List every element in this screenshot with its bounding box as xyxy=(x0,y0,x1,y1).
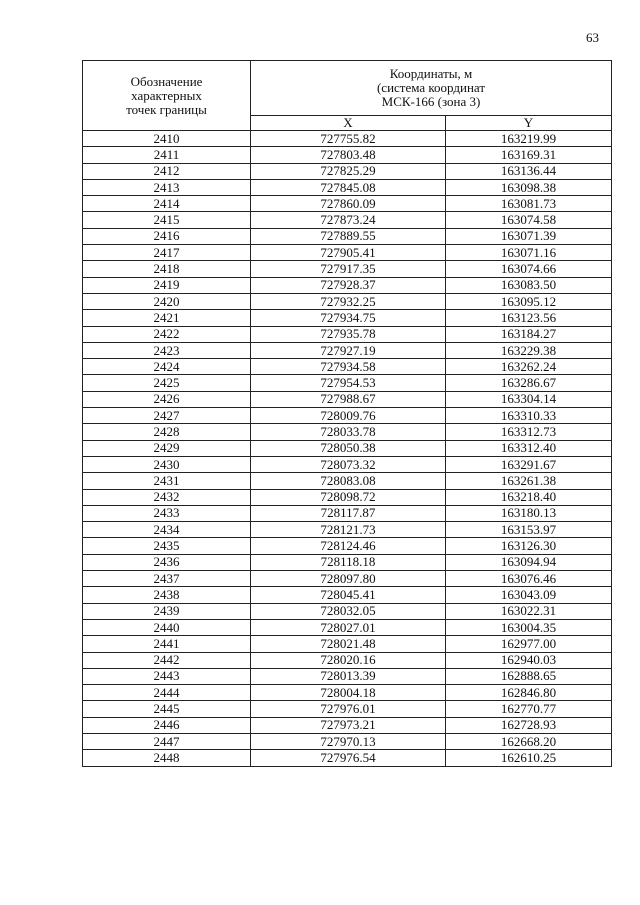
point-id-cell: 2416 xyxy=(83,228,251,244)
table-row xyxy=(83,293,612,309)
x-coordinate-cell: 728097.80 xyxy=(251,571,446,587)
x-coordinate-cell: 728045.41 xyxy=(251,587,446,603)
table-row xyxy=(83,391,612,407)
y-coordinate-cell: 163098.38 xyxy=(446,179,612,195)
y-coordinate-cell: 163312.40 xyxy=(446,440,612,456)
point-id-cell: 2441 xyxy=(83,636,251,652)
x-coordinate-cell: 727932.25 xyxy=(251,293,446,309)
x-coordinate-cell: 728004.18 xyxy=(251,685,446,701)
point-id-cell: 2423 xyxy=(83,342,251,358)
table-row xyxy=(83,619,612,635)
x-coordinate-cell: 728027.01 xyxy=(251,619,446,635)
coordinates-table xyxy=(82,60,612,767)
point-id-cell: 2436 xyxy=(83,554,251,570)
point-id-cell: 2424 xyxy=(83,359,251,375)
y-coordinate-cell: 163312.73 xyxy=(446,424,612,440)
point-id-cell: 2410 xyxy=(83,131,251,147)
y-coordinate-cell: 162610.25 xyxy=(446,750,612,766)
point-id-cell: 2415 xyxy=(83,212,251,228)
header-coords-line: Координаты, м xyxy=(389,66,473,81)
point-id-cell: 2430 xyxy=(83,456,251,472)
x-coordinate-cell: 727954.53 xyxy=(251,375,446,391)
point-id-cell: 2447 xyxy=(83,733,251,749)
table-row xyxy=(83,342,612,358)
table-row xyxy=(83,522,612,538)
table-row xyxy=(83,163,612,179)
point-id-cell: 2417 xyxy=(83,245,251,261)
point-id-cell: 2442 xyxy=(83,652,251,668)
table-row xyxy=(83,228,612,244)
x-coordinate-cell: 728121.73 xyxy=(251,522,446,538)
table-row xyxy=(83,505,612,521)
table-row xyxy=(83,424,612,440)
header-point-line: Обозначение xyxy=(130,73,203,89)
y-coordinate-cell: 163004.35 xyxy=(446,619,612,635)
y-coordinate-cell: 163071.16 xyxy=(446,245,612,261)
table-row xyxy=(83,147,612,163)
y-coordinate-cell: 163074.66 xyxy=(446,261,612,277)
header-coords-line: МСК-166 (зона 3) xyxy=(381,94,481,109)
header-coordinates xyxy=(251,61,612,116)
x-coordinate-cell: 727889.55 xyxy=(251,228,446,244)
x-coordinate-cell: 728117.87 xyxy=(251,505,446,521)
x-coordinate-cell: 728073.32 xyxy=(251,456,446,472)
point-id-cell: 2411 xyxy=(83,147,251,163)
x-coordinate-cell: 728032.05 xyxy=(251,603,446,619)
point-id-cell: 2434 xyxy=(83,522,251,538)
y-coordinate-cell: 163074.58 xyxy=(446,212,612,228)
table-row xyxy=(83,571,612,587)
y-coordinate-cell: 163095.12 xyxy=(446,293,612,309)
table-row xyxy=(83,375,612,391)
table-row xyxy=(83,668,612,684)
x-coordinate-cell: 728124.46 xyxy=(251,538,446,554)
table-row xyxy=(83,473,612,489)
point-id-cell: 2421 xyxy=(83,310,251,326)
table-row xyxy=(83,326,612,342)
y-coordinate-cell: 163126.30 xyxy=(446,538,612,554)
point-id-cell: 2420 xyxy=(83,293,251,309)
point-id-cell: 2443 xyxy=(83,668,251,684)
point-id-cell: 2445 xyxy=(83,701,251,717)
point-id-cell: 2419 xyxy=(83,277,251,293)
point-id-cell: 2435 xyxy=(83,538,251,554)
point-id-cell: 2440 xyxy=(83,619,251,635)
point-id-cell: 2429 xyxy=(83,440,251,456)
x-coordinate-cell: 727928.37 xyxy=(251,277,446,293)
x-coordinate-cell: 728050.38 xyxy=(251,440,446,456)
table-row xyxy=(83,277,612,293)
point-id-cell: 2437 xyxy=(83,571,251,587)
y-coordinate-cell: 163218.40 xyxy=(446,489,612,505)
y-coordinate-cell: 163136.44 xyxy=(446,163,612,179)
table-row xyxy=(83,750,612,766)
y-coordinate-cell: 163262.24 xyxy=(446,359,612,375)
y-coordinate-cell: 163123.56 xyxy=(446,310,612,326)
point-id-cell: 2444 xyxy=(83,685,251,701)
point-id-cell: 2439 xyxy=(83,603,251,619)
table-row xyxy=(83,685,612,701)
point-id-cell: 2438 xyxy=(83,587,251,603)
point-id-cell: 2431 xyxy=(83,473,251,489)
table-row xyxy=(83,636,612,652)
x-coordinate-cell: 727934.58 xyxy=(251,359,446,375)
table-row xyxy=(83,131,612,147)
x-coordinate-cell: 727988.67 xyxy=(251,391,446,407)
x-coordinate-cell: 727825.29 xyxy=(251,163,446,179)
table-row xyxy=(83,603,612,619)
point-id-cell: 2422 xyxy=(83,326,251,342)
y-coordinate-cell: 163153.97 xyxy=(446,522,612,538)
table-row xyxy=(83,196,612,212)
x-coordinate-cell: 728013.39 xyxy=(251,668,446,684)
y-coordinate-cell: 163261.38 xyxy=(446,473,612,489)
y-coordinate-cell: 163081.73 xyxy=(446,196,612,212)
point-id-cell: 2433 xyxy=(83,505,251,521)
x-coordinate-cell: 727973.21 xyxy=(251,717,446,733)
table-row xyxy=(83,701,612,717)
point-id-cell: 2413 xyxy=(83,179,251,195)
y-coordinate-cell: 163076.46 xyxy=(446,571,612,587)
table-row xyxy=(83,554,612,570)
point-id-cell: 2426 xyxy=(83,391,251,407)
table-row xyxy=(83,310,612,326)
table-row xyxy=(83,717,612,733)
table-row xyxy=(83,212,612,228)
table-row xyxy=(83,245,612,261)
table-row xyxy=(83,440,612,456)
table-row xyxy=(83,538,612,554)
y-coordinate-cell: 163291.67 xyxy=(446,456,612,472)
x-coordinate-cell: 727976.01 xyxy=(251,701,446,717)
point-id-cell: 2418 xyxy=(83,261,251,277)
y-coordinate-cell: 163229.38 xyxy=(446,342,612,358)
y-coordinate-cell: 162846.80 xyxy=(446,685,612,701)
x-coordinate-cell: 727934.75 xyxy=(251,310,446,326)
y-coordinate-cell: 162770.77 xyxy=(446,701,612,717)
x-coordinate-cell: 727917.35 xyxy=(251,261,446,277)
x-coordinate-cell: 727905.41 xyxy=(251,245,446,261)
x-coordinate-cell: 728020.16 xyxy=(251,652,446,668)
y-coordinate-cell: 163022.31 xyxy=(446,603,612,619)
x-coordinate-cell: 727755.82 xyxy=(251,131,446,147)
header-point-line: точек границы xyxy=(126,101,207,117)
table-row xyxy=(83,179,612,195)
table-row xyxy=(83,733,612,749)
y-coordinate-cell: 162940.03 xyxy=(446,652,612,668)
x-coordinate-cell: 727860.09 xyxy=(251,196,446,212)
x-coordinate-cell: 728033.78 xyxy=(251,424,446,440)
point-id-cell: 2414 xyxy=(83,196,251,212)
table-row xyxy=(83,408,612,424)
point-id-cell: 2428 xyxy=(83,424,251,440)
x-coordinate-cell: 728009.76 xyxy=(251,408,446,424)
table-row xyxy=(83,359,612,375)
x-coordinate-cell: 727873.24 xyxy=(251,212,446,228)
point-id-cell: 2446 xyxy=(83,717,251,733)
x-coordinate-cell: 727976.54 xyxy=(251,750,446,766)
y-coordinate-cell: 162728.93 xyxy=(446,717,612,733)
y-coordinate-cell: 162888.65 xyxy=(446,668,612,684)
table-row xyxy=(83,456,612,472)
y-coordinate-cell: 163071.39 xyxy=(446,228,612,244)
point-id-cell: 2412 xyxy=(83,163,251,179)
y-coordinate-cell: 163304.14 xyxy=(446,391,612,407)
header-coords-line: (система координат xyxy=(376,80,486,95)
table-row xyxy=(83,652,612,668)
x-coordinate-cell: 727845.08 xyxy=(251,179,446,195)
table-row xyxy=(83,261,612,277)
point-id-cell: 2427 xyxy=(83,408,251,424)
header-y: Y xyxy=(446,116,612,131)
y-coordinate-cell: 163094.94 xyxy=(446,554,612,570)
y-coordinate-cell: 163219.99 xyxy=(446,131,612,147)
x-coordinate-cell: 727970.13 xyxy=(251,733,446,749)
point-id-cell: 2432 xyxy=(83,489,251,505)
y-coordinate-cell: 162668.20 xyxy=(446,733,612,749)
x-coordinate-cell: 728098.72 xyxy=(251,489,446,505)
y-coordinate-cell: 163169.31 xyxy=(446,147,612,163)
table-row xyxy=(83,587,612,603)
x-coordinate-cell: 727803.48 xyxy=(251,147,446,163)
x-coordinate-cell: 728083.08 xyxy=(251,473,446,489)
header-point-designation xyxy=(83,61,251,131)
point-id-cell: 2425 xyxy=(83,375,251,391)
y-coordinate-cell: 163083.50 xyxy=(446,277,612,293)
x-coordinate-cell: 727935.78 xyxy=(251,326,446,342)
header-x: X xyxy=(251,116,446,131)
y-coordinate-cell: 163286.67 xyxy=(446,375,612,391)
point-id-cell: 2448 xyxy=(83,750,251,766)
y-coordinate-cell: 163180.13 xyxy=(446,505,612,521)
header-point-line: характерных xyxy=(131,87,202,103)
x-coordinate-cell: 728021.48 xyxy=(251,636,446,652)
x-coordinate-cell: 728118.18 xyxy=(251,554,446,570)
x-coordinate-cell: 727927.19 xyxy=(251,342,446,358)
y-coordinate-cell: 163043.09 xyxy=(446,587,612,603)
y-coordinate-cell: 163184.27 xyxy=(446,326,612,342)
page-number: 63 xyxy=(586,30,599,45)
y-coordinate-cell: 163310.33 xyxy=(446,408,612,424)
table-body xyxy=(83,131,612,767)
table-row xyxy=(83,489,612,505)
y-coordinate-cell: 162977.00 xyxy=(446,636,612,652)
